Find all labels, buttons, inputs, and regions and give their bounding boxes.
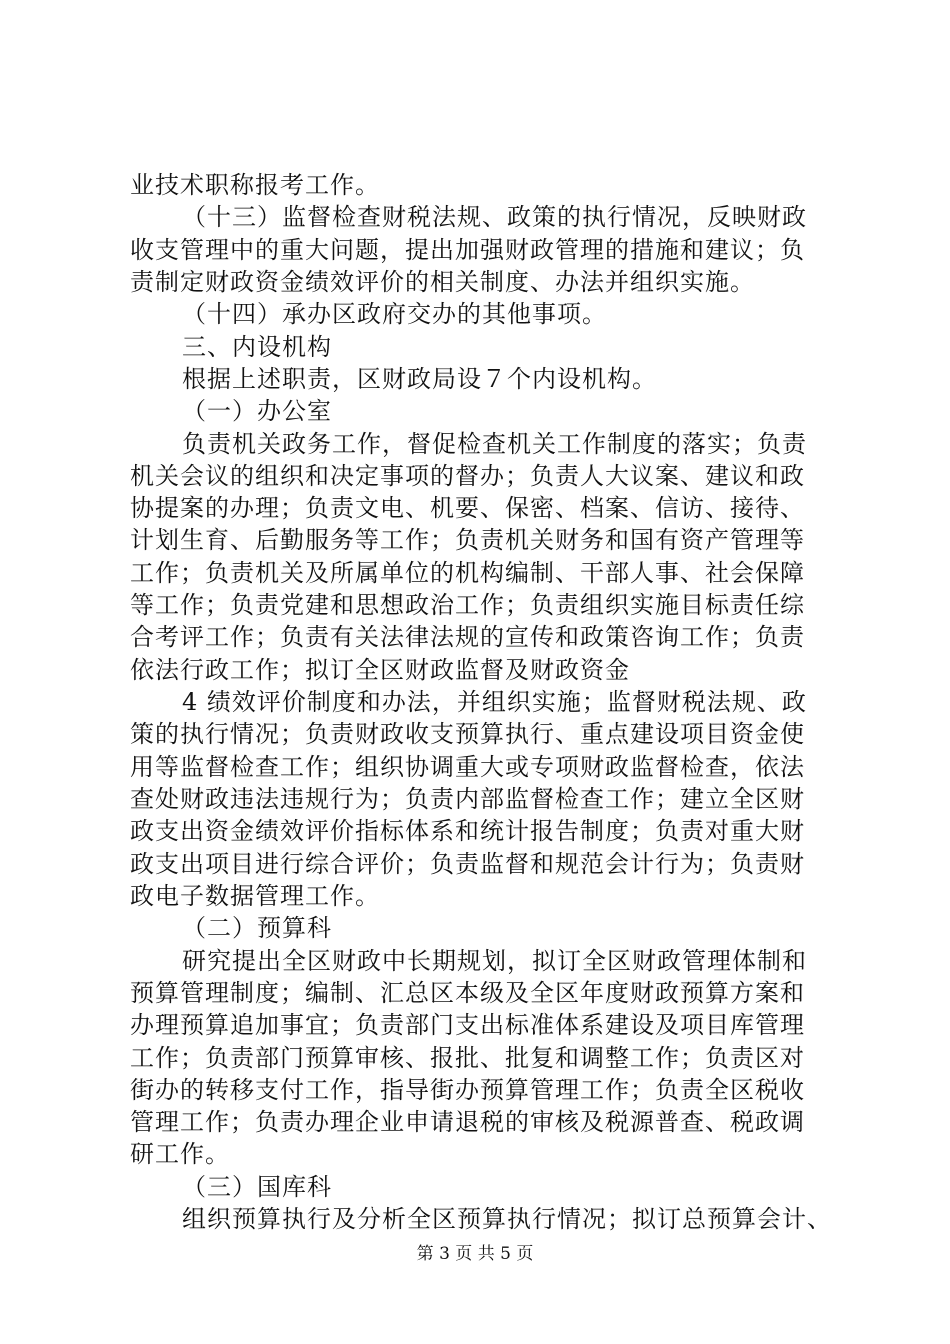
subsection-heading: （二）预算科	[182, 914, 332, 943]
text-line: 政支出资金绩效评价指标体系和统计报告制度；负责对重大财	[130, 817, 805, 846]
text-line: 负责机关政务工作，督促检查机关工作制度的落实；负责	[182, 429, 807, 458]
text-line: 协提案的办理；负责文电、机要、保密、档案、信访、接待、	[130, 494, 805, 523]
text-line: 办理预算追加事宜；负责部门支出标准体系建设及项目库管理	[130, 1011, 805, 1040]
text-line: 研工作。	[130, 1140, 230, 1169]
text-line: 街办的转移支付工作，指导街办预算管理工作；负责全区税收	[130, 1075, 805, 1104]
text-line: 收支管理中的重大问题，提出加强财政管理的措施和建议；负	[130, 235, 805, 264]
text-line: 4 绩效评价制度和办法，并组织实施；监督财税法规、政	[182, 688, 807, 717]
text-line: 组织预算执行及分析全区预算执行情况；拟订总预算会计、	[182, 1205, 832, 1234]
subsection-heading: （三）国库科	[182, 1172, 332, 1201]
section-heading: 三、内设机构	[182, 332, 332, 361]
text-line: 预算管理制度；编制、汇总区本级及全区年度财政预算方案和	[130, 978, 805, 1007]
text-line: 研究提出全区财政中长期规划，拟订全区财政管理体制和	[182, 946, 807, 975]
text-line: （十四）承办区政府交办的其他事项。	[182, 300, 607, 329]
text-line: （十三）监督检查财税法规、政策的执行情况，反映财政	[182, 203, 807, 232]
text-line: 政电子数据管理工作。	[130, 881, 380, 910]
text-line: 依法行政工作；拟订全区财政监督及财政资金	[130, 655, 630, 684]
text-line: 合考评工作；负责有关法律法规的宣传和政策咨询工作；负责	[130, 623, 805, 652]
text-line: 管理工作；负责办理企业申请退税的审核及税源普查、税政调	[130, 1108, 805, 1137]
text-line: 用等监督检查工作；组织协调重大或专项财政监督检查，依法	[130, 752, 805, 781]
page-footer: 第 3 页 共 5 页	[416, 1244, 534, 1264]
text-line: 工作；负责部门预算审核、报批、批复和调整工作；负责区对	[130, 1043, 805, 1072]
text-line: 查处财政违法违规行为；负责内部监督检查工作；建立全区财	[130, 785, 805, 813]
text-line: 政支出项目进行综合评价；负责监督和规范会计行为；负责财	[130, 849, 805, 878]
text-line: 计划生育、后勤服务等工作；负责机关财务和国有资产管理等	[130, 526, 805, 555]
text-line: 工作；负责机关及所属单位的机构编制、干部人事、社会保障	[130, 558, 805, 587]
text-line: 等工作；负责党建和思想政治工作；负责组织实施目标责任综	[130, 591, 805, 620]
text-line: 策的执行情况；负责财政收支预算执行、重点建设项目资金使	[130, 720, 805, 749]
subsection-heading: （一）办公室	[182, 397, 332, 426]
text-line: 根据上述职责，区财政局设７个内设机构。	[182, 364, 657, 393]
text-line: 业技术职称报考工作。	[130, 171, 380, 199]
text-line: 机关会议的组织和决定事项的督办；负责人大议案、建议和政	[130, 461, 805, 490]
text-line: 责制定财政资金绩效评价的相关制度、办法并组织实施。	[130, 267, 755, 296]
